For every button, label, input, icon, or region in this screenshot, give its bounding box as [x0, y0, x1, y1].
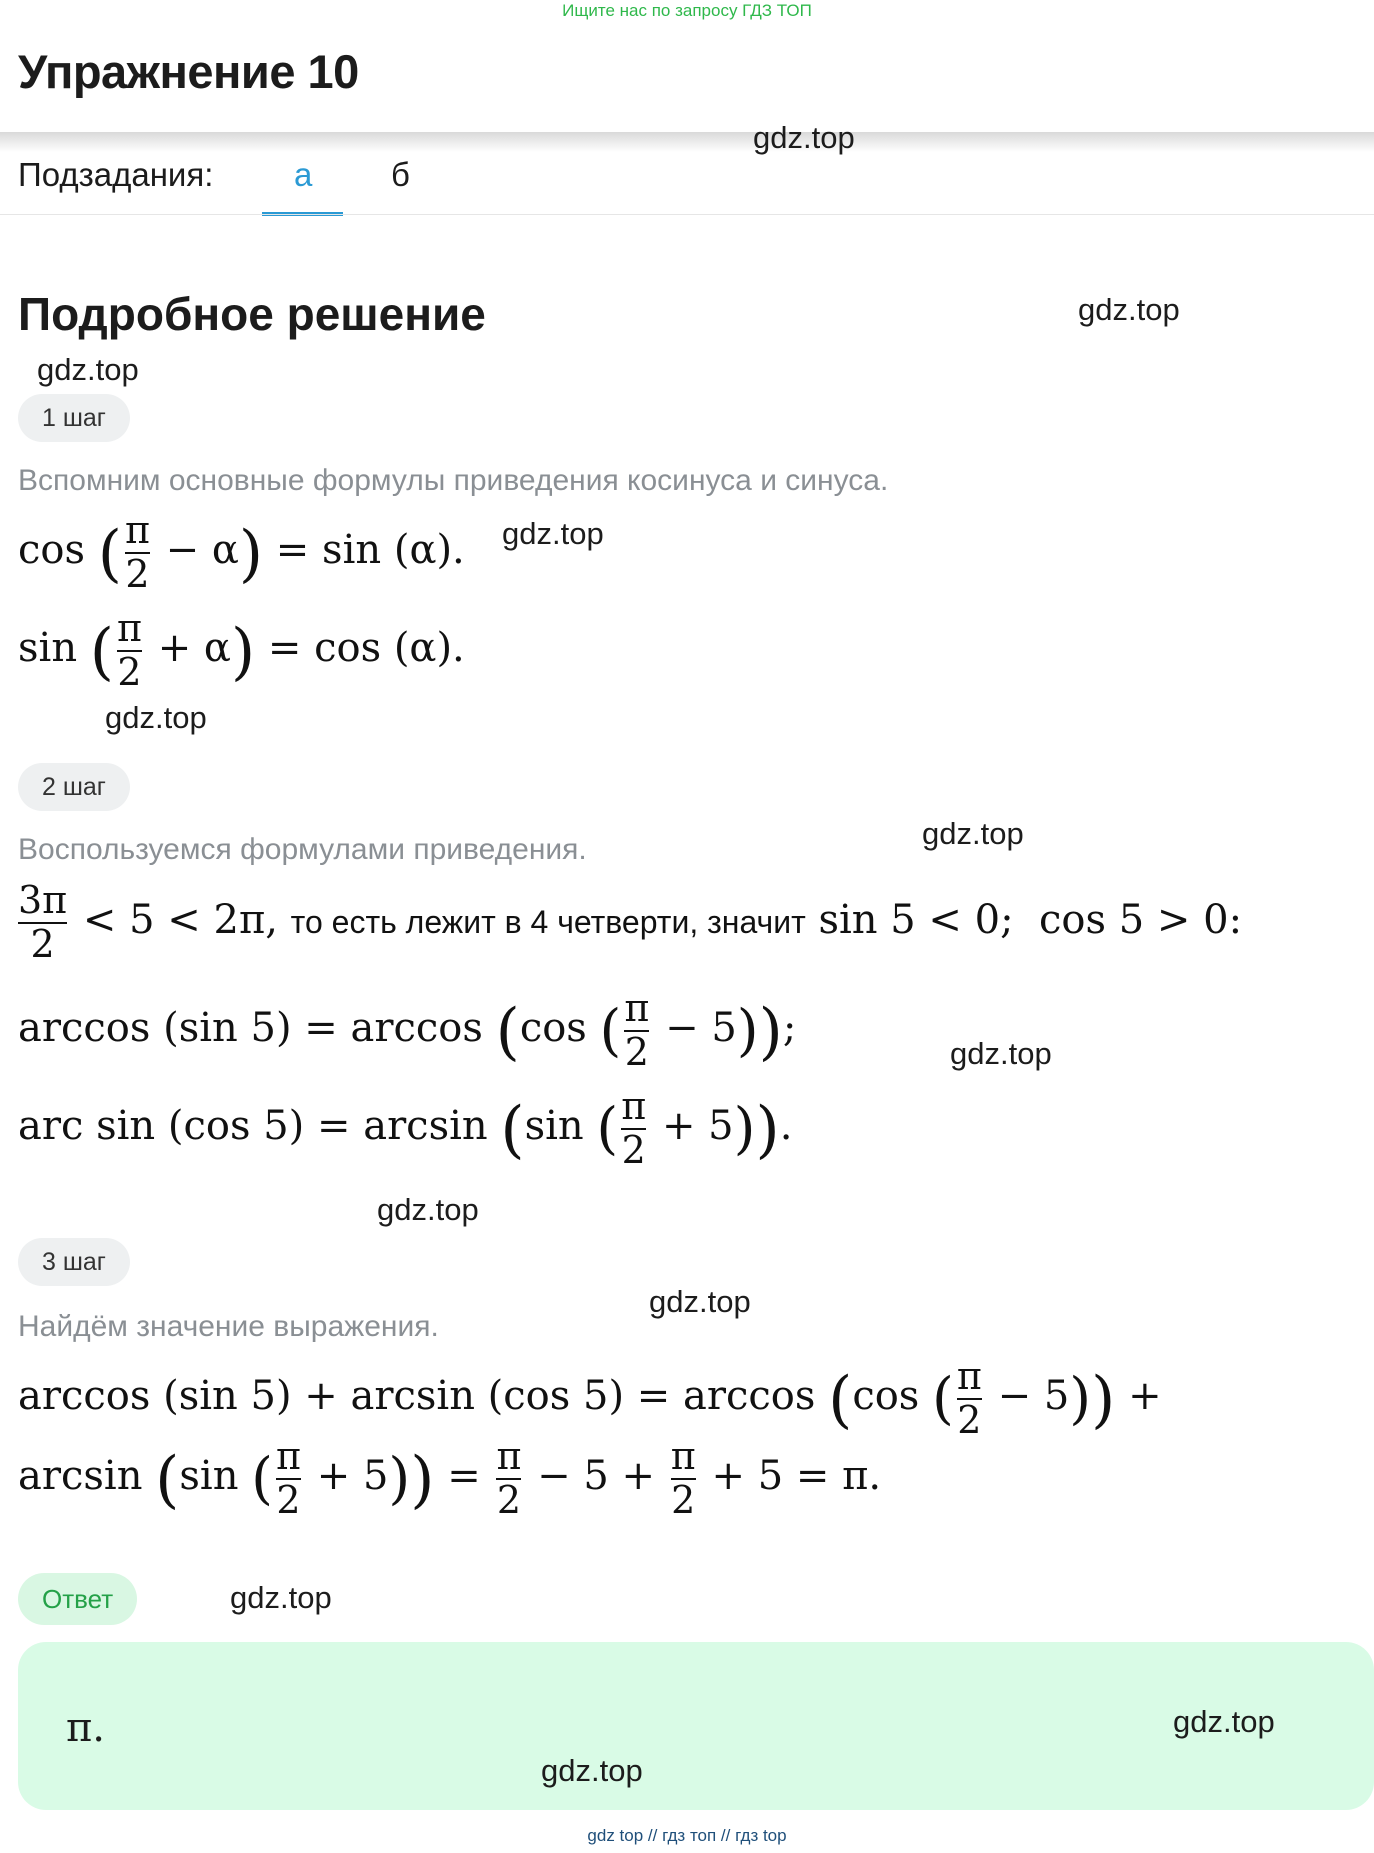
formula-arccos: arccos (sin 5) = arccos (cos ( $\frac{\pi}{2}$ − 5)); — [18, 986, 797, 1074]
watermark: gdz.top — [753, 120, 855, 155]
formula-cos-reduction: cos ( $\frac{\pi}{2}$ − α) = sin (α). — [18, 508, 465, 596]
tab-a[interactable]: а — [294, 156, 313, 193]
step-3-badge: 3 шаг — [18, 1238, 130, 1286]
step-2-badge: 2 шаг — [18, 763, 130, 811]
inequality-line: $\frac{3\pi}{2}$ < 5 < 2π, то есть лежит в 4 четверти, значит sin 5 < 0; cos 5 > 0: — [18, 878, 1243, 966]
watermark: gdz.top — [230, 1580, 332, 1615]
watermark: gdz.top — [541, 1753, 643, 1788]
watermark: gdz.top — [1078, 292, 1180, 327]
formula-arcsin: arc sin (cos 5) = arcsin (sin ( $\frac{\pi}{2}$ + 5)). — [18, 1084, 793, 1172]
header-shadow — [0, 132, 1374, 152]
answer-box — [18, 1642, 1374, 1810]
watermark: gdz.top — [922, 816, 1024, 851]
watermark: gdz.top — [1173, 1704, 1275, 1739]
tabs-divider — [0, 214, 1374, 215]
footer: gdz top // гдз топ // гдз top — [587, 1826, 787, 1845]
answer-value: π. — [66, 1705, 106, 1751]
page-title: Упражнение 10 — [18, 45, 359, 98]
formula-sum-line-1: arccos (sin 5) + arcsin (cos 5) = arccos (cos ( $\frac{\pi}{2}$ − 5)) + — [18, 1354, 1162, 1442]
step-2-description: Воспользуемся формулами приведения. — [18, 833, 587, 866]
watermark: gdz.top — [649, 1284, 751, 1319]
watermark: gdz.top — [950, 1036, 1052, 1071]
section-title: Подробное решение — [18, 288, 486, 340]
step-1-description: Вспомним основные формулы приведения косинуса и синуса. — [18, 464, 889, 497]
step-1-badge: 1 шаг — [18, 394, 130, 442]
subtasks-label: Подзадания: — [18, 156, 214, 193]
top-banner: Ищите нас по запросу ГДЗ ТОП — [562, 1, 812, 20]
formula-sin-reduction: sin ( $\frac{\pi}{2}$ + α) = cos (α). — [18, 606, 465, 694]
step-3-description: Найдём значение выражения. — [18, 1310, 439, 1343]
tab-b[interactable]: б — [391, 156, 410, 193]
watermark: gdz.top — [502, 516, 604, 551]
watermark: gdz.top — [105, 700, 207, 735]
inequality-text: то есть лежит в 4 четверти, значит — [290, 903, 806, 940]
formula-sum-line-2: arcsin (sin ( $\frac{\pi}{2}$ + 5)) = $\frac{\pi}{2}$ − 5 + $\frac{\pi}{2}$ + 5 = π. — [18, 1434, 882, 1522]
answer-badge: Ответ — [18, 1573, 137, 1625]
watermark: gdz.top — [37, 352, 139, 387]
watermark: gdz.top — [377, 1192, 479, 1227]
